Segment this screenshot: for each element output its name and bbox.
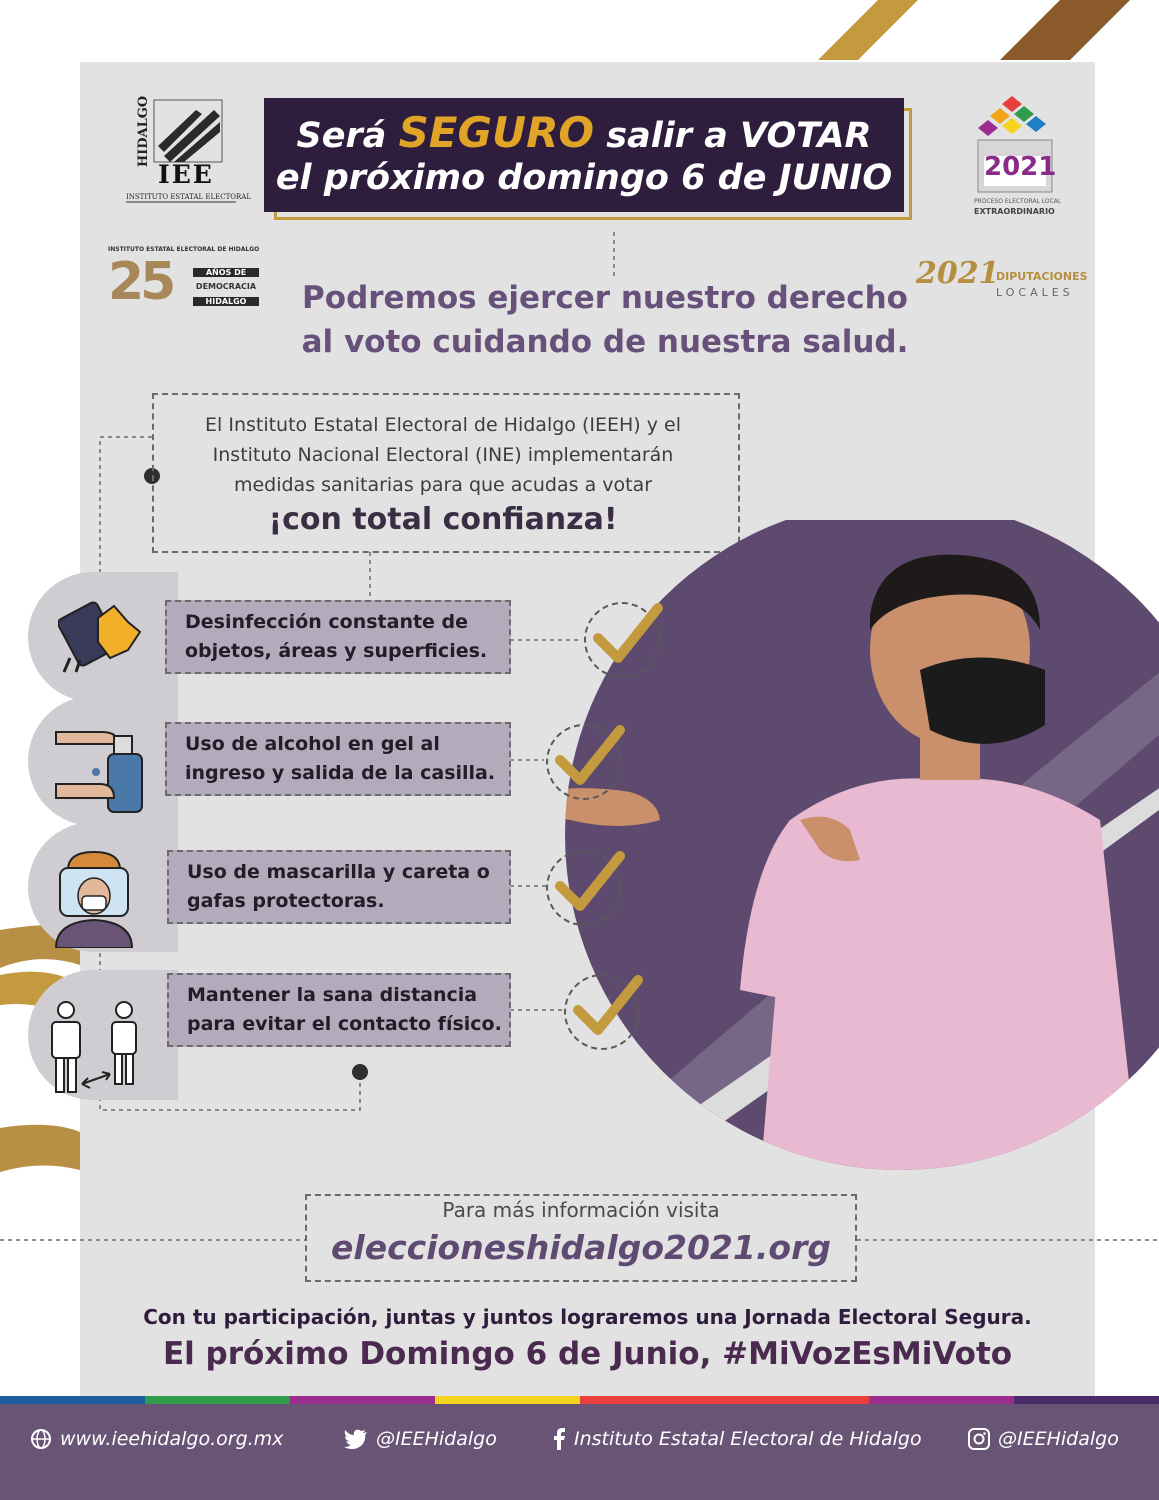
social-distance-icon	[44, 1000, 144, 1096]
checkmark-icon	[548, 718, 628, 798]
instagram-text: @IEEHidalgo	[998, 1428, 1119, 1450]
measure-2-line1: Uso de alcohol en gel al	[185, 733, 440, 755]
visit-url-link[interactable]: eleccioneshidalgo2021.org	[331, 1228, 831, 1267]
dip-line1: DIPUTACIONES	[996, 270, 1088, 283]
measure-item-3	[167, 850, 511, 924]
instagram-icon	[968, 1428, 990, 1450]
intro-line1: El Instituto Estatal Electoral de Hidalgo (IEEH) y el	[205, 414, 681, 436]
website-text: www.ieehidalgo.org.mx	[60, 1428, 284, 1450]
anniv-number: 25	[108, 252, 173, 312]
checkmark-icon	[566, 968, 646, 1048]
ieeh-vertical-text: HIDALGO	[136, 95, 152, 168]
twitter-icon	[344, 1429, 368, 1449]
measure-item-1	[165, 600, 511, 674]
twitter-link[interactable]	[344, 1428, 497, 1450]
headline-line1: Será SEGURO salir a VOTAR	[296, 107, 872, 157]
headline-line2: el próximo domingo 6 de JUNIO	[275, 157, 893, 198]
dip-line2: LOCALES	[996, 286, 1074, 299]
subtitle-line1: Podremos ejercer nuestro derecho	[302, 280, 908, 316]
measure-4-line2: para evitar el contacto físico.	[187, 1013, 502, 1035]
checkmark-icon	[586, 596, 666, 676]
anniv-line2: DEMOCRACIA	[195, 282, 257, 291]
instagram-link[interactable]	[968, 1428, 1119, 1450]
intro-text	[158, 410, 728, 500]
facebook-text: Instituto Estatal Electoral de Hidalgo	[574, 1428, 922, 1450]
twitter-text: @IEEHidalgo	[376, 1428, 497, 1450]
facebook-link[interactable]	[552, 1428, 922, 1450]
measure-item-4	[167, 973, 511, 1047]
ieeh-acronym: IEE	[158, 160, 214, 189]
anniv-top: INSTITUTO ESTATAL ELECTORAL DE HIDALGO	[108, 246, 260, 253]
intro-line2: Instituto Nacional Electoral (INE) implementarán	[212, 444, 674, 466]
headline-emphasis: SEGURO	[398, 107, 595, 157]
proceso-year: 2021	[984, 152, 1057, 182]
visit-label: Para más información visita	[442, 1198, 720, 1222]
intro-emphasis: ¡con total confianza!	[268, 502, 618, 537]
measure-1-line1: Desinfección constante de	[185, 611, 469, 633]
anniv-line3: HIDALGO	[193, 297, 259, 306]
face-shield-mask-icon	[52, 850, 136, 948]
rainbow-strip	[0, 1396, 1159, 1404]
subtitle	[290, 276, 920, 364]
measure-2-line2: ingreso y salida de la casilla.	[185, 762, 496, 784]
website-link[interactable]	[30, 1428, 283, 1450]
facebook-icon	[552, 1428, 566, 1450]
checkmark-icon	[548, 844, 628, 924]
disinfect-glove-icon	[58, 588, 150, 674]
closing-line2: El próximo Domingo 6 de Junio, #MiVozEsMiVoto	[162, 1336, 1013, 1372]
anniv-line1: AÑOS DE	[193, 268, 259, 277]
closing-line1: Con tu participación, juntas y juntos lograremos una Jornada Electoral Segura.	[143, 1305, 1032, 1329]
proceso-line2: EXTRAORDINARIO	[974, 207, 1055, 216]
footer-bar	[0, 1404, 1159, 1500]
hand-sanitizer-icon	[52, 716, 152, 816]
intro-line3: medidas sanitarias para que acudas a votar	[233, 474, 653, 496]
ieeh-name: INSTITUTO ESTATAL ELECTORAL	[126, 193, 252, 201]
measure-item-2	[165, 722, 511, 796]
globe-icon	[30, 1428, 52, 1450]
measure-3-line1: Uso de mascarilla y careta o	[187, 861, 490, 883]
proceso-line1: PROCESO ELECTORAL LOCAL	[974, 198, 1062, 205]
measure-3-line2: gafas protectoras.	[187, 890, 385, 912]
measure-1-line2: objetos, áreas y superficies.	[185, 640, 488, 662]
subtitle-line2: al voto cuidando de nuestra salud.	[301, 324, 909, 360]
dip-year: 2021	[916, 256, 1000, 291]
measure-4-line1: Mantener la sana distancia	[187, 984, 478, 1006]
